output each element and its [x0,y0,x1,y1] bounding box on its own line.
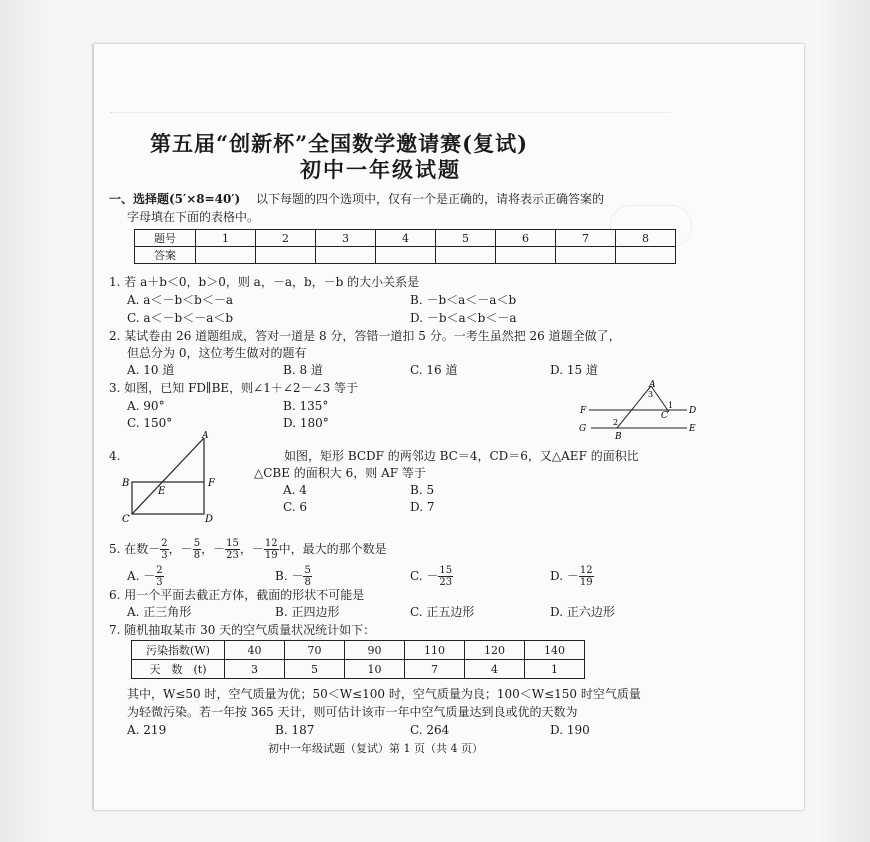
answer-table [134,229,676,264]
fig-label-F: F [208,478,215,489]
q5-fraction: $\frac{5}{8}$ [193,538,201,561]
fig-label-E: E [689,424,696,434]
q7-option-d: D. 190 [550,723,590,737]
q5-stem: 5. 在数－ $\frac{2}{3}$ ，－ $\frac{5}{8}$ ，－ $\frac{15}{23}$ ，－ $\frac{12}{19}$ 中，最大的那个数是 [109,538,387,561]
q2-option-b: B. 8 道 [283,363,323,377]
answer-cell[interactable] [376,247,436,264]
fig-label-1: 1 [668,401,674,410]
q5-option-b: B. － $\frac{5}{8}$ [275,565,311,588]
table-cell: 3 [225,660,285,679]
q2-stem-cont: 但总分为 0，这位考生做对的题有 [127,346,307,360]
table-cell: 5 [285,660,345,679]
table-cell: 140 [525,641,585,660]
question-number: 8 [616,230,676,247]
q4-option-c: C. 6 [283,500,308,514]
answer-cell[interactable] [196,247,256,264]
fig-label-B: B [122,478,130,489]
q1-option-b: B. －b＜a＜－a＜b [410,293,517,307]
answer-table-header: 题号 [135,230,196,247]
q4-stem: 如图，矩形 BCDF 的两邻边 BC＝4，CD＝6，又△AEF 的面积比 [284,449,639,463]
q7-text-cont: 为轻微污染。若一年按 365 天计，则可估计该市一年中空气质量达到良或优的天数为 [127,705,578,719]
q1-option-d: D. －b＜a＜b＜－a [410,311,517,325]
question-number: 1 [196,230,256,247]
q3-stem: 3. 如图，已知 FD∥BE，则∠1＋∠2－∠3 等于 [109,381,359,395]
exam-subtitle: 初中一年级试题 [300,157,461,182]
q5-option-c: C. － $\frac{15}{23}$ [410,565,453,588]
answer-cell[interactable] [436,247,496,264]
fig-label-D: D [205,514,214,525]
answer-table-row-label: 答案 [135,247,196,264]
bleed-through-mark [110,112,670,121]
q1-option-a: A. a＜－b＜b＜－a [127,293,233,307]
q2-option-a: A. 10 道 [127,363,175,377]
page-footer: 初中一年级试题（复试）第 1 页（共 4 页） [268,742,483,755]
fig-label-D: D [689,406,697,416]
q7-option-a: A. 219 [127,723,167,737]
table-cell: 40 [225,641,285,660]
q3-option-d: D. 180° [283,416,329,430]
q6-option-c: C. 正五边形 [410,605,475,619]
fig-label-C: C [122,514,130,525]
q5-fraction: $\frac{12}{19}$ [264,538,278,561]
answer-cell[interactable] [316,247,376,264]
question-number: 2 [256,230,316,247]
fig-label-E: E [158,486,166,497]
table-cell: 7 [405,660,465,679]
q7-option-b: B. 187 [275,723,315,737]
q6-option-a: A. 正三角形 [127,605,192,619]
table-row-label: 天 数 (t) [132,660,225,679]
q5-option-d: D. － $\frac{12}{19}$ [550,565,593,588]
q2-option-d: D. 15 道 [550,363,598,377]
q4-stem-cont: △CBE 的面积大 6，则 AF 等于 [254,466,426,480]
answer-cell[interactable] [496,247,556,264]
fig-label-B: B [615,432,622,442]
q4-figure [118,430,228,526]
table-cell: 70 [285,641,345,660]
exam-title: 第五届“创新杯”全国数学邀请赛(复试) [150,131,529,156]
fig-label-A: A [649,380,656,390]
section-heading: 一、选择题(5′×8=40′) [109,192,241,206]
question-number: 5 [436,230,496,247]
q4-number: 4. [109,449,121,463]
q5-fraction: $\frac{15}{23}$ [226,538,239,561]
q1-option-c: C. a＜－b＜－a＜b [127,311,234,325]
q5-fraction: $\frac{2}{3}$ [161,538,168,561]
q1-stem: 1. 若 a＋b＜0，b＞0，则 a，－a，b，－b 的大小关系是 [109,275,420,289]
table-cell: 4 [465,660,525,679]
section-intro: 以下每题的四个选项中，仅有一个是正确的，请将表示正确答案的 [256,192,605,206]
table-cell: 10 [345,660,405,679]
fig-label-A: A [202,431,209,441]
question-number: 3 [316,230,376,247]
answer-cell[interactable] [616,247,676,264]
table-cell: 1 [525,660,585,679]
q7-stem: 7. 随机抽取某市 30 天的空气质量状况统计如下： [109,623,376,637]
q6-option-b: B. 正四边形 [275,605,340,619]
fig-label-G: G [579,424,587,434]
fig-label-C: C [661,411,668,421]
q3-option-b: B. 135° [283,399,329,413]
section-intro-cont: 字母填在下面的表格中。 [127,210,260,224]
q5-stem-prefix: 5. 在数 [109,542,149,556]
q3-option-a: A. 90° [127,399,165,413]
fig-label-F: F [580,406,587,416]
table-cell: 120 [465,641,525,660]
answer-cell[interactable] [256,247,316,264]
table-cell: 110 [405,641,465,660]
question-number: 6 [496,230,556,247]
fig-label-3: 3 [648,390,654,399]
question-number: 7 [556,230,616,247]
table-cell: 90 [345,641,405,660]
q4-option-a: A. 4 [283,483,307,497]
q6-stem: 6. 用一个平面去截正方体，截面的形状不可能是 [109,588,365,602]
air-quality-table [131,640,585,679]
q4-option-d: D. 7 [410,500,435,514]
q4-option-b: B. 5 [410,483,435,497]
q2-stem: 2. 某试卷由 26 道题组成，答对一道是 8 分，答错一道扣 5 分。一考生虽然把 26 道题全做了， [109,329,621,343]
q3-option-c: C. 150° [127,416,173,430]
q3-figure [575,378,705,442]
q2-option-c: C. 16 道 [410,363,458,377]
q5-stem-suffix: 中，最大的那个数是 [278,542,387,556]
question-number: 4 [376,230,436,247]
q6-option-d: D. 正六边形 [550,605,615,619]
q7-option-c: C. 264 [410,723,450,737]
table-row-label: 污染指数(W) [132,641,225,660]
q5-option-a: A. － $\frac{2}{3}$ [127,565,163,588]
answer-cell[interactable] [556,247,616,264]
fig-label-2: 2 [613,418,619,427]
q7-text: 其中，W≤50 时，空气质量为优；50＜W≤100 时，空气质量为良；100＜W≤150 时空气质量 [127,687,641,701]
